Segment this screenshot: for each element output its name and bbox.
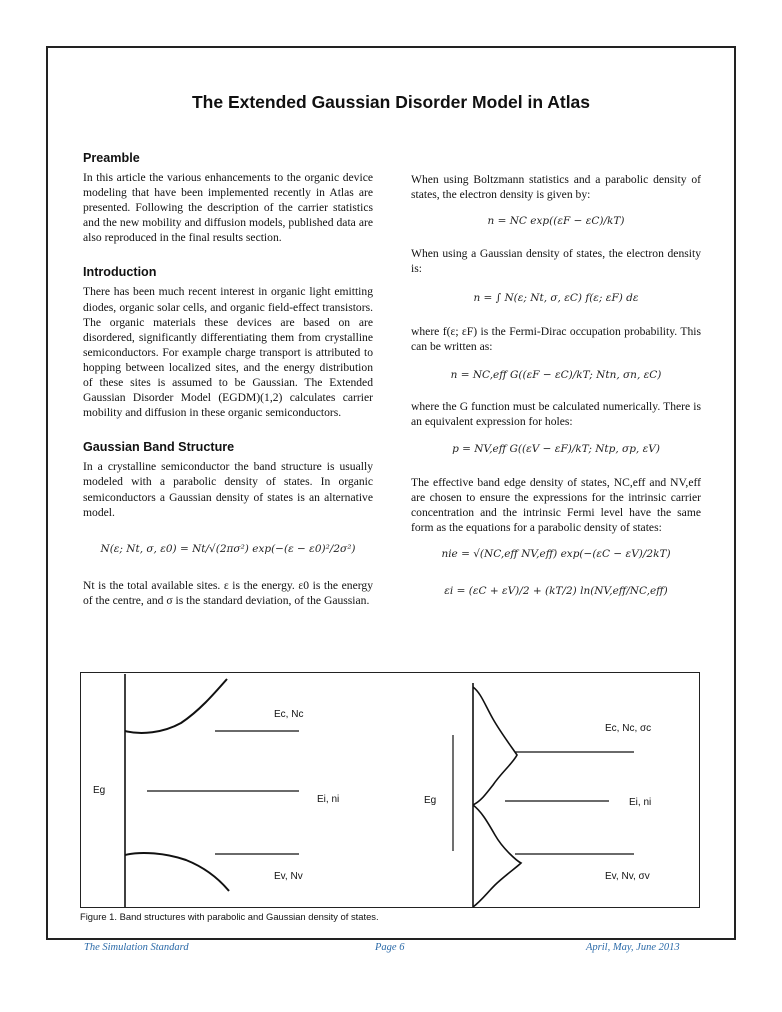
left-ei-label: Ei, ni xyxy=(317,794,340,805)
band-structure-figure xyxy=(80,672,700,908)
intrinsic-level-equation: εi = (εC + εV)/2 + (kT/2) ln(NV,eff/NC,eff) xyxy=(444,585,668,598)
right-ei-label: Ei, ni xyxy=(629,797,652,808)
intrinsic-concentration-equation: nie = √(NC,eff NV,eff) exp(−(εC − εV)/2kT) xyxy=(441,548,671,561)
fermi-dirac-text: where f(ε; εF) is the Fermi-Dirac occupation probability. This can be written as: xyxy=(411,325,701,354)
preamble-text: In this article the various enhancements to the organic device modeling that have been implemented recently in Atlas are presented. Following the description of the carrier statistics and the new mobility and diffusion models, published data are also reproduced in the final results section. xyxy=(83,171,373,245)
gaussian-band-structure-text: In a crystalline semiconductor the band structure is usually modeled with a parabolic density of states. In organic semiconductors a Gaussian density of states is an alternative model. xyxy=(83,460,373,519)
valence-gaussian-curve xyxy=(473,805,521,907)
integral-equation: n = ∫ N(ε; Nt, σ, εC) f(ε; εF) dε xyxy=(473,292,639,305)
conduction-gaussian-curve xyxy=(473,687,517,805)
right-ec-label: Ec, Nc, σc xyxy=(605,723,652,734)
right-eg-label: Eg xyxy=(424,795,437,806)
effective-dos-text: The effective band edge density of states, NC,eff and NV,eff are chosen to ensure the expressions for the intrinsic carrier concentration and the intrinsic Fermi level have the same form as the equations for a parabolic density of states: xyxy=(411,475,701,535)
electron-g-equation: n = NC,eff G((εF − εC)/kT; Ntn, σn, εC) xyxy=(450,368,662,381)
introduction-text: There has been much recent interest in organic light emitting diodes, organic solar cells, and organic field-effect transistors. The organic materials these devices are based on are disordered, significantly differentiating them from crystalline semiconductors. For example charge transport is attributed to hopping between localized sites, and the energy distribution of these sites is assumed to be Gaussian. The Extended Gaussian Disorder Model (EGDM)(1,2) calculates carrier mobility and diffusion in these organic semiconductors. xyxy=(83,285,373,420)
left-ec-label: Ec, Nc xyxy=(274,709,304,720)
gaussian-parameters-text: Nt is the total available sites. ε is the energy. ε0 is the energy of the centre, and σ is the standard deviation, of the Gaussian. xyxy=(83,578,373,607)
left-column xyxy=(83,150,373,608)
right-ev-label: Ev, Nv, σv xyxy=(605,871,650,882)
valence-band-parabola xyxy=(125,853,229,891)
footer-publication: The Simulation Standard xyxy=(84,942,189,953)
preamble-heading: Preamble xyxy=(83,151,140,165)
gaussian-dos-equation: N(ε; Nt, σ, ε0) = Nt/√(2πσ²) exp(−(ε − ε0)²/2σ²) xyxy=(100,542,356,555)
article-title: The Extended Gaussian Disorder Model in Atlas xyxy=(191,92,591,112)
footer-date: April, May, June 2013 xyxy=(586,942,680,953)
gaussian-band-structure-heading: Gaussian Band Structure xyxy=(83,440,235,455)
introduction-heading: Introduction xyxy=(83,265,157,280)
left-eg-label: Eg xyxy=(93,785,106,796)
right-column xyxy=(411,172,701,609)
g-function-text: where the G function must be calculated numerically. There is an equivalent expression for holes: xyxy=(411,399,701,428)
left-ev-label: Ev, Nv xyxy=(274,871,303,882)
hole-g-equation: p = NV,eff G((εV − εF)/kT; Ntp, σp, εV) xyxy=(452,442,660,455)
figure-caption: Figure 1. Band structures with parabolic and Gaussian density of states. xyxy=(80,911,379,922)
gaussian-density-text: When using a Gaussian density of states, the electron density is: xyxy=(411,247,701,276)
conduction-band-parabola xyxy=(125,679,227,733)
band-structure-diagram xyxy=(81,673,701,909)
boltzmann-equation: n = NC exp((εF − εC)/kT) xyxy=(487,215,625,228)
footer-page-number: Page 6 xyxy=(375,942,405,953)
boltzmann-text: When using Boltzmann statistics and a parabolic density of states, the electron density is given by: xyxy=(411,173,701,202)
